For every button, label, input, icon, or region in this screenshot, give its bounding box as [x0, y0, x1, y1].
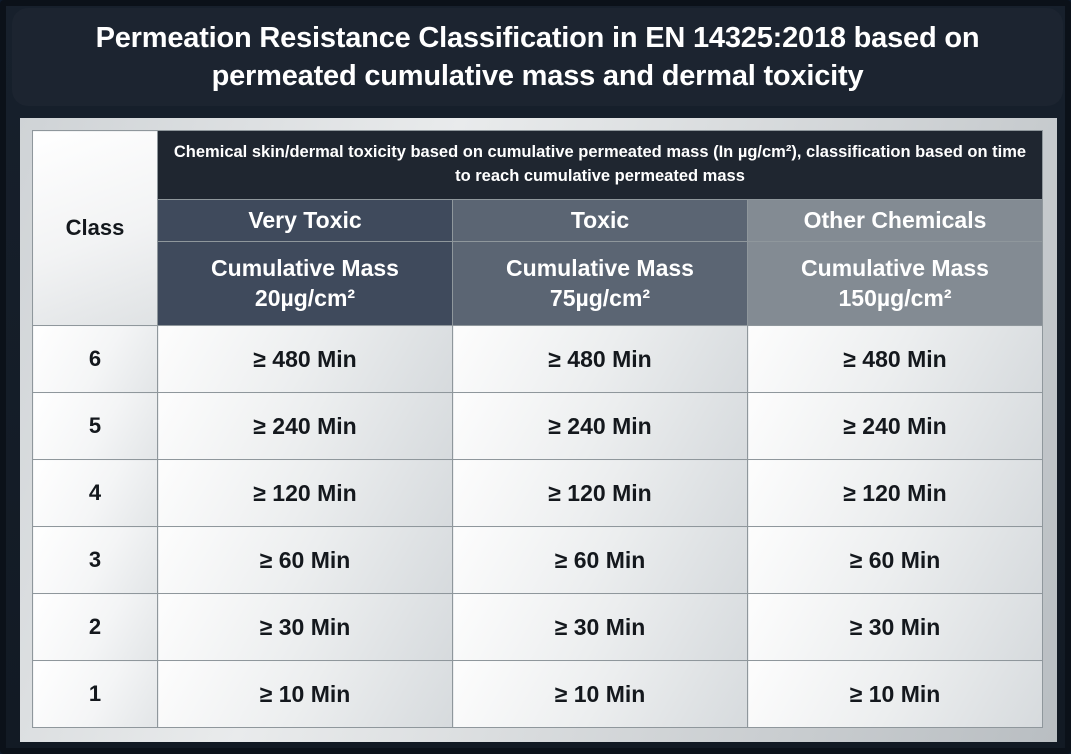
row-other-value: ≥ 30 Min — [748, 594, 1043, 661]
table-row — [33, 393, 1043, 460]
mass-header-other-line1: Cumulative Mass — [801, 255, 989, 282]
table-row — [33, 527, 1043, 594]
row-other-value: ≥ 60 Min — [748, 527, 1043, 594]
table-container — [20, 118, 1057, 742]
mass-header-other-chemicals — [748, 242, 1043, 326]
table-header-row-mass — [33, 242, 1043, 326]
column-header-very-toxic: Very Toxic — [158, 200, 453, 242]
page-title: Permeation Resistance Classification in EN 14325:2018 based on permeated cumulative mass and dermal toxicity — [95, 21, 980, 92]
row-very-toxic-value: ≥ 60 Min — [158, 527, 453, 594]
row-toxic-value: ≥ 10 Min — [453, 661, 748, 728]
row-class-value: 3 — [33, 527, 158, 594]
mass-header-toxic-line2: 75µg/cm² — [549, 284, 651, 311]
class-column-header: Class — [33, 131, 158, 326]
mass-header-very-toxic — [158, 242, 453, 326]
toxicity-span-header: Chemical skin/dermal toxicity based on cumulative permeated mass (In µg/cm²), classification based on time to reach cumulative permeated mass — [158, 131, 1043, 200]
title-bar — [12, 8, 1063, 106]
mass-header-other-line2: 150µg/cm² — [838, 284, 952, 311]
table-header-row-categories — [33, 200, 1043, 242]
permeation-table — [32, 130, 1043, 728]
column-header-toxic: Toxic — [453, 200, 748, 242]
table-header-row-span — [33, 131, 1043, 200]
mass-header-toxic-line1: Cumulative Mass — [506, 255, 694, 282]
row-class-value: 6 — [33, 326, 158, 393]
row-very-toxic-value: ≥ 120 Min — [158, 460, 453, 527]
mass-header-very-toxic-line2: 20µg/cm² — [254, 284, 356, 311]
row-very-toxic-value: ≥ 480 Min — [158, 326, 453, 393]
row-other-value: ≥ 120 Min — [748, 460, 1043, 527]
row-toxic-value: ≥ 60 Min — [453, 527, 748, 594]
row-class-value: 2 — [33, 594, 158, 661]
table-row — [33, 326, 1043, 393]
row-class-value: 1 — [33, 661, 158, 728]
row-toxic-value: ≥ 120 Min — [453, 460, 748, 527]
row-other-value: ≥ 240 Min — [748, 393, 1043, 460]
row-very-toxic-value: ≥ 240 Min — [158, 393, 453, 460]
table-row — [33, 460, 1043, 527]
mass-header-toxic — [453, 242, 748, 326]
column-header-other-chemicals: Other Chemicals — [748, 200, 1043, 242]
row-very-toxic-value: ≥ 30 Min — [158, 594, 453, 661]
row-toxic-value: ≥ 30 Min — [453, 594, 748, 661]
row-very-toxic-value: ≥ 10 Min — [158, 661, 453, 728]
mass-header-very-toxic-line1: Cumulative Mass — [211, 255, 399, 282]
row-class-value: 5 — [33, 393, 158, 460]
table-row — [33, 594, 1043, 661]
row-toxic-value: ≥ 240 Min — [453, 393, 748, 460]
row-other-value: ≥ 10 Min — [748, 661, 1043, 728]
table-row — [33, 661, 1043, 728]
row-other-value: ≥ 480 Min — [748, 326, 1043, 393]
row-class-value: 4 — [33, 460, 158, 527]
row-toxic-value: ≥ 480 Min — [453, 326, 748, 393]
